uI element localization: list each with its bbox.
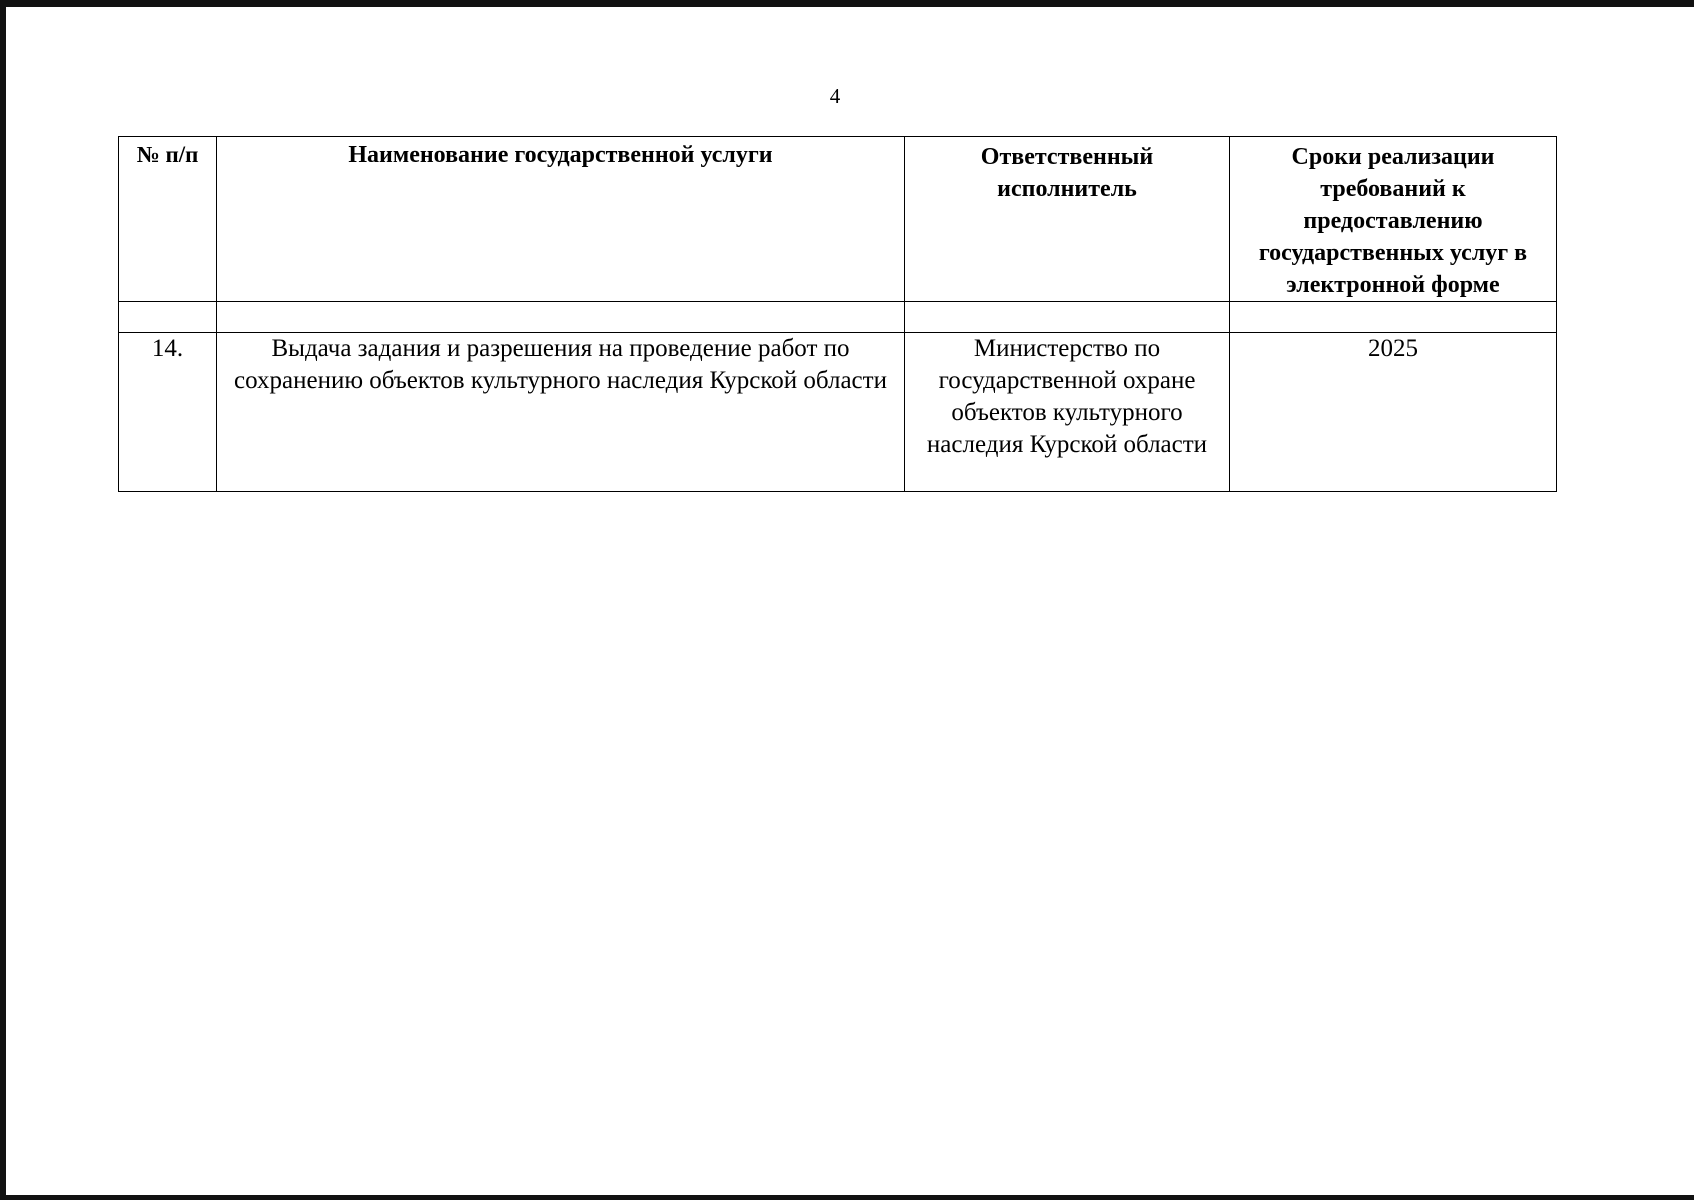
header-executor: Ответственный исполнитель bbox=[905, 137, 1230, 302]
spacer-cell bbox=[905, 302, 1230, 333]
row-num: 14. bbox=[119, 333, 217, 492]
scan-edge-top bbox=[0, 0, 1694, 7]
header-deadline: Сроки реализации требований к предоставлению государственных услуг в электронной форме bbox=[1230, 137, 1557, 302]
page-number: 4 bbox=[829, 84, 841, 108]
spacer-cell bbox=[1230, 302, 1557, 333]
spacer-cell bbox=[217, 302, 905, 333]
row-deadline: 2025 bbox=[1230, 333, 1557, 492]
row-service-name: Выдача задания и разрешения на проведение работ по сохранению объектов культурного наследия Курской области bbox=[217, 333, 905, 492]
spacer-cell bbox=[119, 302, 217, 333]
header-num: № п/п bbox=[119, 137, 217, 302]
scan-edge-bottom bbox=[0, 1195, 1694, 1200]
row-executor: Министерство по государственной охране объектов культурного наследия Курской области bbox=[905, 333, 1230, 492]
table-spacer-row bbox=[119, 302, 1557, 333]
services-table bbox=[118, 136, 1557, 492]
scan-edge-left bbox=[0, 0, 6, 1200]
table-row bbox=[119, 333, 1557, 492]
table-header-row bbox=[119, 137, 1557, 302]
header-service-name: Наименование государственной услуги bbox=[217, 137, 905, 302]
